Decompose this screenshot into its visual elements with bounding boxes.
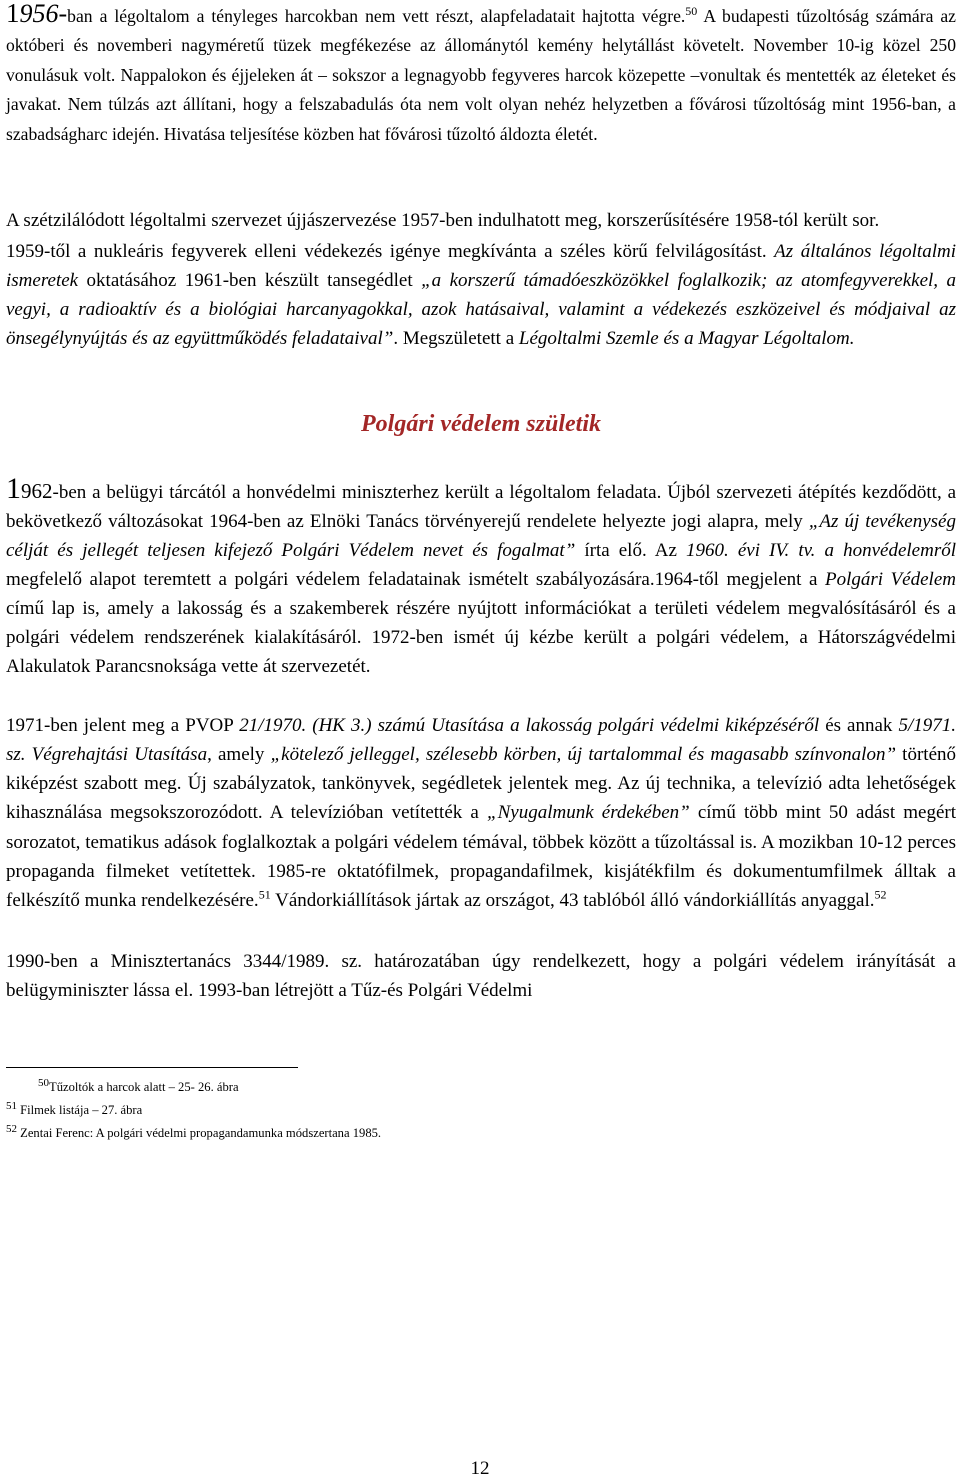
page-number: 12 <box>470 1458 490 1479</box>
paragraph-nuclear-text-c: . Megszületett a <box>393 328 519 350</box>
footnote-number: 51 <box>6 1099 17 1112</box>
paragraph-1971-text-d: történő kiképzést szabott meg. Új szabályzatok, tankönyvek, segédletek jelentek meg. Az új technika, a televízió adta lehetőségek kihasználása megsokszorozódott. A televízióban vetítették a <box>6 744 956 824</box>
paragraph-nuclear-text-b: oktatásához 1961-ben készült tansegédlet <box>78 270 422 292</box>
footnote-ref-50: 50 <box>685 4 698 19</box>
footnote-ref-51: 51 <box>258 887 271 902</box>
paragraph-1971-text-f: Vándorkiállítások jártak az országot, 43 tablóból álló vándorkiállítás anyaggal. <box>270 889 875 911</box>
paragraph-1956-text-b: A budapesti tűzoltóság számára az októberi és novemberi nagyméretű tüzek megfékezése az állománytól kemény helytállást követelt. November 10-ig közel 250 vonulásuk volt. Nappalokon és éjjeleken át – sokszor a legnagyobb fegyveres harcok közepette –vonultak és mentették az életeket és javakat. Nem túlzás azt állítani, hogy a felszabadulás óta nem volt olyan nehéz helyzetben a fővárosi tűzoltóság mint 1956-ban, a szabadságharc idején. Hivatása teljesítése közben hat fővárosi tűzoltó áldozta életét. <box>6 6 956 144</box>
paragraph-1990-text: 1990-ben a Minisztertanács 3344/1989. sz. határozatában úgy rendelkezett, hogy a polgári védelem irányítását a belügyminiszter lássa el. 1993-ban létrejött a Tűz-és Polgári Védelmi <box>6 950 956 1001</box>
paragraph-1971-execution-order: 5/1971. sz. Végrehajtási Utasítása <box>6 715 956 766</box>
paragraph-nuclear-journals: Légoltalmi Szemle és a Magyar Légoltalom. <box>518 328 855 350</box>
footnote-number: 50 <box>38 1076 49 1089</box>
paragraph-nuclear-italic-a: Az általános légoltalmi ismeretek <box>6 241 956 292</box>
paragraph-1971-text-b: és annak <box>819 715 899 737</box>
footnote-52 <box>6 1122 956 1142</box>
footnote-ref-52: 52 <box>874 887 887 902</box>
paragraph-1962 <box>6 471 957 682</box>
paragraph-reorganization-1957 <box>6 206 956 235</box>
paragraph-1971 <box>6 711 956 915</box>
paragraph-1962-quote: „Az új tevékenység célját és jellegét teljesen kifejező Polgári Védelem nevet és fogalmat” <box>6 510 956 561</box>
year-1956-rest: 956 <box>19 0 59 28</box>
year-1962-initial: 1 <box>6 471 21 505</box>
paragraph-1962-text-b: írta elő. Az <box>575 539 686 561</box>
paragraph-reorganization-text: A szétzilálódott légoltalmi szervezet újjászervezése 1957-ben indulhatott meg, korszerűsítésére 1958-tól került sor. <box>6 210 880 232</box>
paragraph-1971-text-e: című több mint 50 adást megért sorozatot, tematikus adások foglalkoztak a polgári védelem témával, többek között a tűzoltással is. A mozikban 10-12 perces propaganda filmeket vetítettek. 1985-re oktatófilmek, propagandafilmek, kisjátékfilm és dokumentumfilmek álltak a felkészítő munka rendelkezésére. <box>6 802 956 911</box>
paragraph-1971-quote: „kötelező jelleggel, szélesebb körben, új tartalommal és magasabb színvonalon” <box>270 744 897 766</box>
footnotes <box>6 1076 956 1142</box>
paragraph-1971-series-title: „Nyugalmunk érdekében” <box>487 802 690 824</box>
year-1962-rest: 962 <box>21 478 53 503</box>
footnote-number: 52 <box>6 1122 17 1135</box>
footnote-text: Filmek listája – 27. ábra <box>17 1103 143 1117</box>
paragraph-1971-text-c: , amely <box>207 744 271 766</box>
footnote-50 <box>6 1076 956 1096</box>
paragraph-1962-text-a: -ben a belügyi tárcától a honvédelmi miniszterhez került a légoltalom feladata. Újból szervezeti átépítés kezdődött, a bekövetkező változásokat 1964-ben az Elnöki Tanács törvényerejű rendelete helyezte jogi alapra, mely <box>6 481 956 532</box>
year-1956-initial: 1 <box>6 0 20 28</box>
paragraph-1962-law: 1960. évi IV. tv. a honvédelemről <box>686 539 957 561</box>
paragraph-nuclear-text-a: 1959-től a nukleáris fegyverek elleni védekezés igénye megkívánta a széles körű felvilágosítást. <box>6 241 775 263</box>
paragraph-nuclear-defense <box>6 237 956 353</box>
section-heading: Polgári védelem születik <box>361 410 601 437</box>
paragraph-1971-order: 21/1970. (HK 3.) számú Utasítása a lakosság polgári védelmi kiképzéséről <box>239 715 820 737</box>
paragraph-1990 <box>6 947 956 1005</box>
year-1956-dash: - <box>58 0 68 28</box>
paragraph-nuclear-quote: „a korszerű támadóeszközökkel foglalkozik; az atomfegyverekkel, a vegyi, a radioaktív és a biológiai harcanyagokkal, azok hatásaival, valamint a védekezés eszközeivel és módjaival az önsegélynyújtás és az együttműködés feladataival” <box>6 270 956 350</box>
document-page <box>6 0 956 1142</box>
paragraph-1971-text-a: 1971-ben jelent meg a PVOP <box>6 715 240 737</box>
paragraph-1962-text-c: megfelelő alapot teremtett a polgári védelem feladatainak ismételt szabályozására.1964-től megjelent a <box>6 568 825 590</box>
footnote-51 <box>6 1099 956 1119</box>
paragraph-1962-text-d: című lap is, amely a lakosság és a szakemberek részére nyújtott információkat a területi védelem megvalósításáról és a polgári védelem rendszerének kialakításáról. 1972-ben ismét új kézbe került a polgári védelem, a Hátországvédelmi Alakulatok Parancsnoksága vette át szervezetét. <box>6 597 956 678</box>
footnote-text: Zentai Ferenc: A polgári védelmi propagandamunka módszertana 1985. <box>17 1126 382 1140</box>
footnote-separator <box>6 1067 298 1068</box>
paragraph-1962-journal: Polgári Védelem <box>824 568 956 590</box>
paragraph-1956-text-a: ban a légoltalom a tényleges harcokban nem vett részt, alapfeladatait hajtotta végre. <box>67 6 686 26</box>
paragraph-1956 <box>6 0 956 149</box>
footnote-text: Tűzoltók a harcok alatt – 25- 26. ábra <box>49 1080 239 1094</box>
